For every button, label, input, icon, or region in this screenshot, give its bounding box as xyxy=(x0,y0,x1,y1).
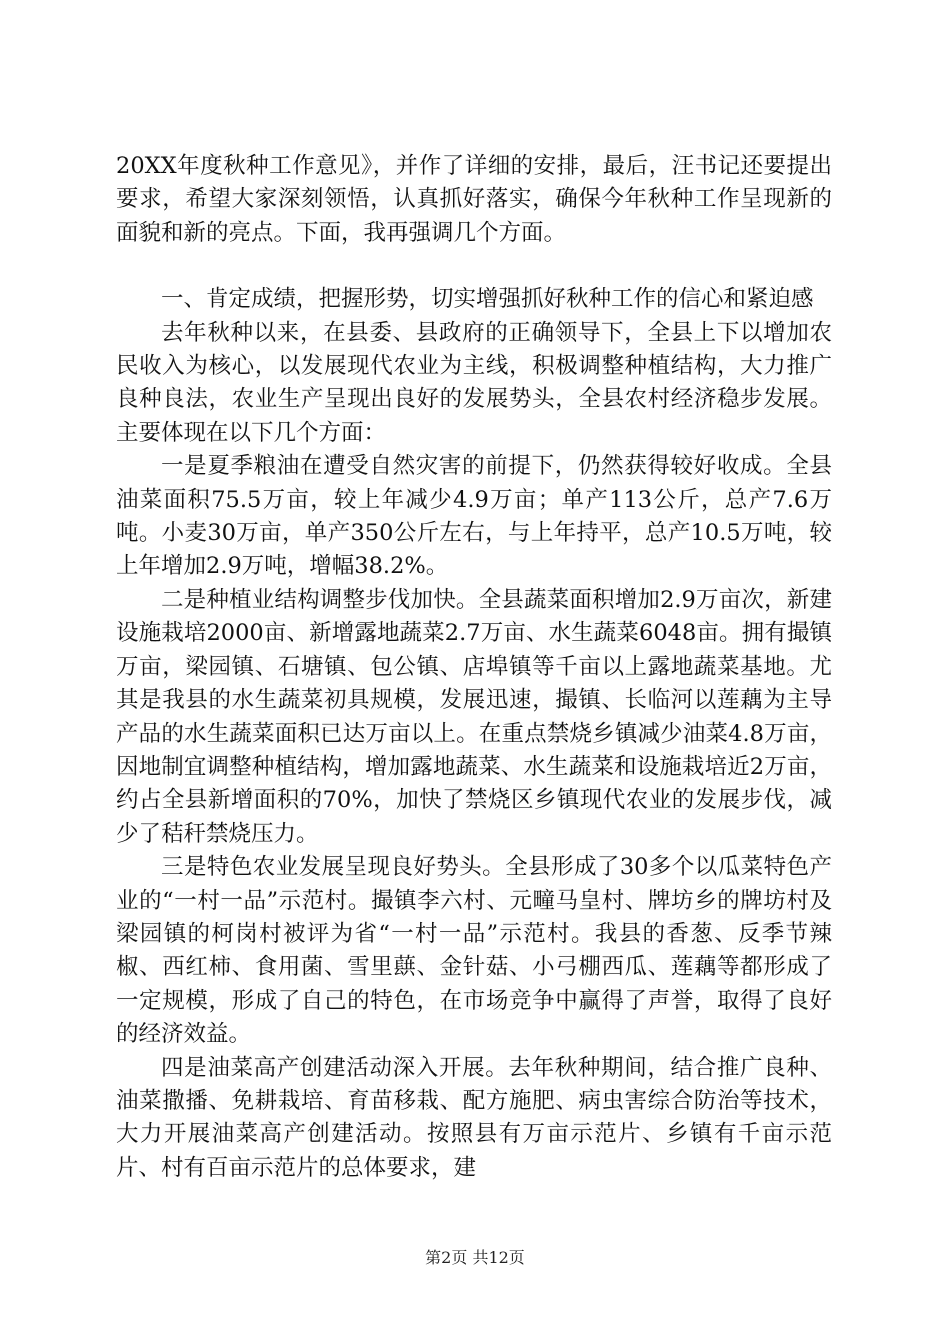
body-paragraph: 一是夏季粮油在遭受自然灾害的前提下，仍然获得较好收成。全县油菜面积75.5万亩，较上年减少4.9万亩；单产113公斤，总产7.6万吨。小麦30万亩，单产350公斤左右，与上年持平，总产10.5万吨，较上年增加2.9万吨，增幅38.2%。 xyxy=(116,453,832,580)
body-paragraph: 四是油菜高产创建活动深入开展。去年秋种期间，结合推广良种、油菜撒播、免耕栽培、育苗移栽、配方施肥、病虫害综合防治等技术，大力开展油菜高产创建活动。按照县有万亩示范片、乡镇有千亩示范片、村有百亩示范片的总体要求，建 xyxy=(116,1054,832,1181)
document-body xyxy=(116,150,832,1185)
body-paragraph: 去年秋种以来，在县委、县政府的正确领导下，全县上下以增加农民收入为核心，以发展现代农业为主线，积极调整种植结构，大力推广良种良法，农业生产呈现出良好的发展势头，全县农村经济稳步发展。主要体现在以下几个方面： xyxy=(116,319,832,446)
section-heading: 一、肯定成绩，把握形势，切实增强抓好秋种工作的信心和紧迫感 xyxy=(161,286,814,313)
paragraph-spacer xyxy=(116,250,832,283)
body-paragraph: 三是特色农业发展呈现良好势头。全县形成了30多个以瓜菜特色产业的“一村一品”示范村。撮镇李六村、元疃马皇村、牌坊乡的牌坊村及梁园镇的柯岗村被评为省“一村一品”示范村。我县的香葱、反季节辣椒、西红柿、食用菌、雪里蕻、金针菇、小弓棚西瓜、莲藕等都形成了一定规模，形成了自己的特色，在市场竞争中赢得了声誉，取得了良好的经济效益。 xyxy=(116,854,832,1048)
intro-paragraph: 20XX年度秋种工作意见》，并作了详细的安排，最后，汪书记还要提出要求，希望大家深刻领悟，认真抓好落实，确保今年秋种工作呈现新的面貌和新的亮点。下面，我再强调几个方面。 xyxy=(116,153,832,246)
page-number-footer: 第2页 共12页 xyxy=(425,1248,525,1267)
body-paragraph: 二是种植业结构调整步伐加快。全县蔬菜面积增加2.9万亩次，新建设施栽培2000亩、新增露地蔬菜2.7万亩、水生蔬菜6048亩。拥有撮镇万亩，梁园镇、石塘镇、包公镇、店埠镇等千亩以上露地蔬菜基地。尤其是我县的水生蔬菜初具规模，发展迅速，撮镇、长临河以莲藕为主导产品的水生蔬菜面积已达万亩以上。在重点禁烧乡镇减少油菜4.8万亩，因地制宜调整种植结构，增加露地蔬菜、水生蔬菜和设施栽培近2万亩，约占全县新增面积的70%，加快了禁烧区乡镇现代农业的发展步伐，减少了秸秆禁烧压力。 xyxy=(116,586,832,847)
